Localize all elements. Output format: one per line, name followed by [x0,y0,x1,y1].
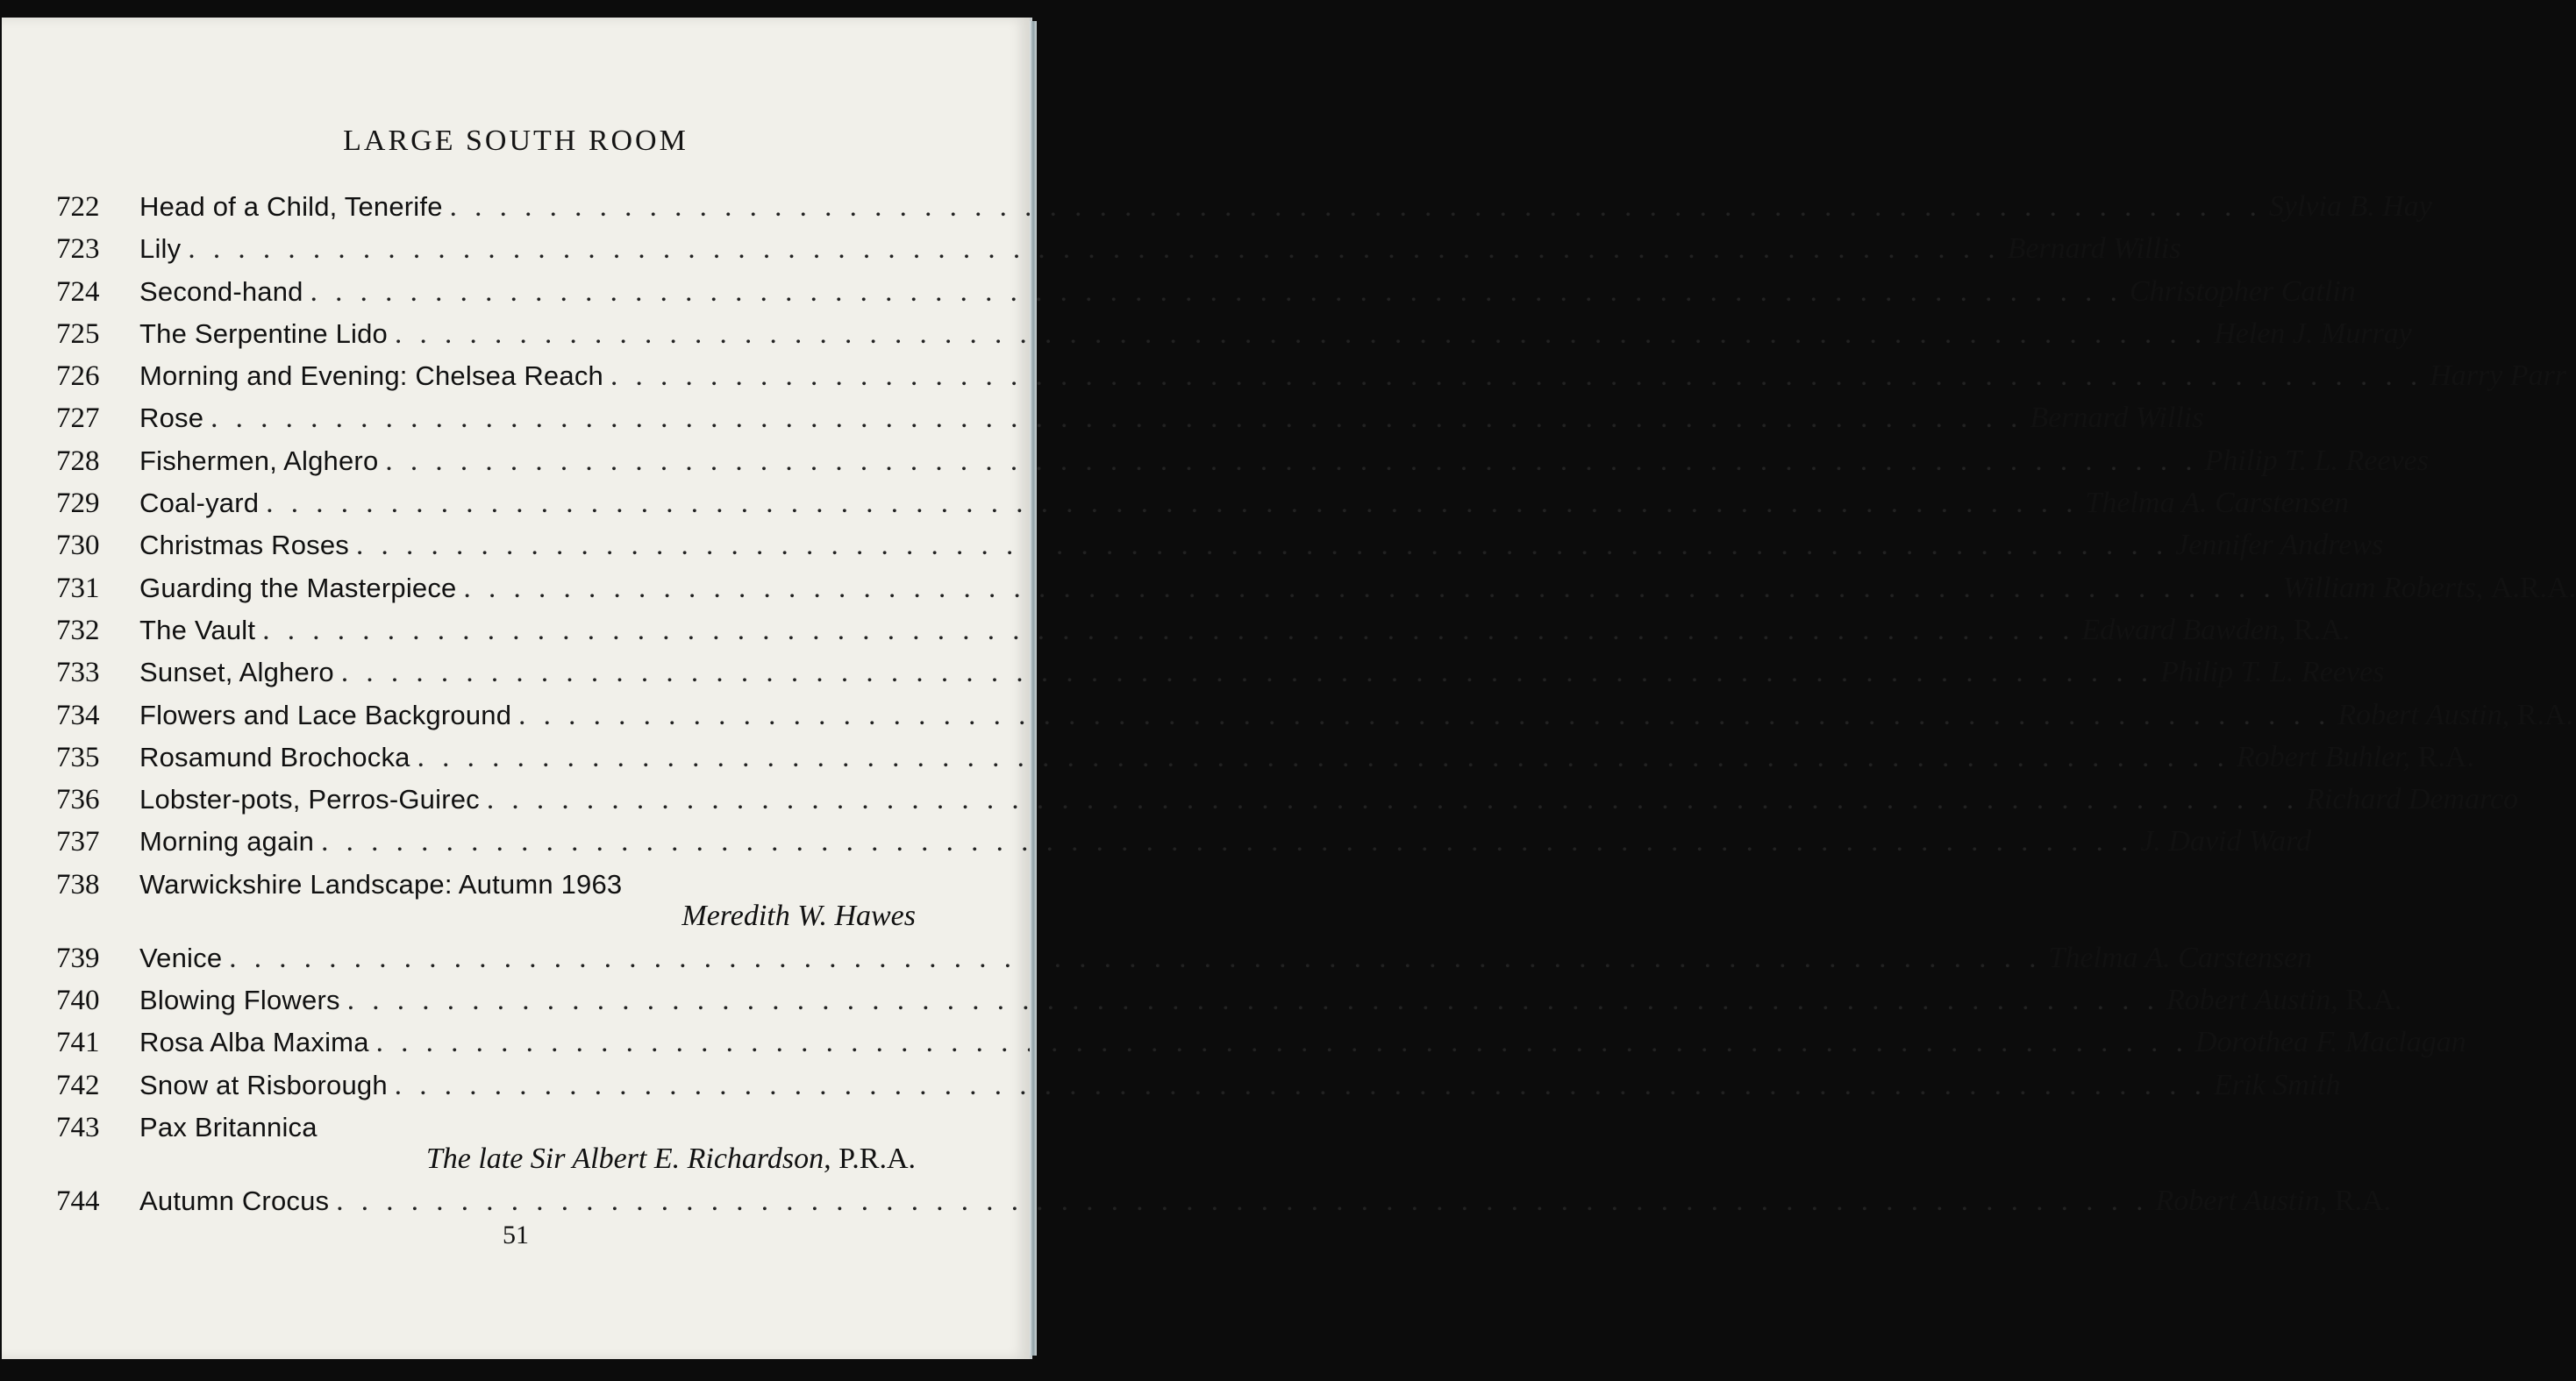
list-item [56,524,2384,566]
entry-number: 740 [56,985,100,1017]
entry-artist: Philip T. L. Reeves [2204,444,2429,477]
entry-artist: Robert Austin, R.A. [2166,984,2402,1017]
dot-leader [259,482,2085,524]
catalogue-page [2,18,2576,1359]
dot-leader [443,186,2269,228]
entry-title: Autumn Crocus [139,1185,330,1216]
entry-number: 725 [56,317,100,350]
dot-leader [222,937,2048,979]
entry-title: Flowers and Lace Background [139,699,512,730]
list-item [56,937,2313,979]
entry-artist: Dorothea F. Maclagan [2194,1026,2466,1059]
entry-artist: J. David Ward [2140,825,2312,858]
entry-credential: A.R.A. [2490,571,2576,604]
dot-leader [203,397,2030,439]
entry-title: The Vault [139,614,256,645]
dot-leader [378,440,2204,482]
entry-title: Christmas Roses [139,530,349,561]
entry-title: The Serpentine Lido [139,317,388,349]
entry-artist: Robert Austin, R.A. [2337,698,2573,731]
entry-artist: Robert Buhler, R.A. [2236,740,2474,773]
entry-artist: Helen J. Murray [2214,317,2412,350]
entry-list [56,186,2576,1222]
entry-title: Warwickshire Landscape: Autumn 1963 [139,868,623,900]
entry-artist: The late Sir Albert E. Richardson, P.R.A. [425,1142,916,1175]
dot-leader [480,779,2306,821]
entry-credential: R.A. [2334,1184,2392,1217]
entry-number: 733 [56,657,100,689]
entry-artist: Thelma A. Carstensen [2048,941,2313,974]
page-edge [1030,21,1037,1356]
list-item [56,186,2432,228]
entry-number: 723 [56,233,100,266]
entry-number: 742 [56,1069,100,1101]
list-item [56,567,2576,609]
entry-title: Morning and Evening: Chelsea Reach [139,360,603,392]
dot-leader [603,355,2430,397]
entry-credential: P.R.A. [838,1142,916,1175]
entry-number: 724 [56,275,100,308]
entry-title: Rosamund Brochocka [139,741,410,772]
entry-title: Rosa Alba Maxima [139,1027,369,1058]
entry-number: 722 [56,191,100,223]
entry-number: 729 [56,488,100,520]
entry-title: Fishermen, Alghero [139,445,379,476]
entry-artist: Robert Austin, R.A. [2155,1184,2392,1217]
entry-artist: Meredith W. Hawes [681,899,916,932]
entry-artist: Christopher Catlin [2129,274,2356,308]
list-item [56,979,2402,1022]
entry-title: Morning again [139,826,315,858]
entry-title: Snow at Risborough [139,1069,388,1100]
entry-number: 738 [56,868,100,900]
list-item [56,864,916,937]
dot-leader [340,979,2166,1022]
entry-number: 731 [56,572,100,604]
entry-number: 730 [56,530,100,562]
room-heading: LARGE SOUTH ROOM [343,125,689,157]
list-item [56,228,2181,270]
page-number: 51 [503,1221,529,1249]
list-item [56,482,2350,524]
entry-title: Lobster-pots, Perros-Guirec [139,784,480,815]
entry-number: 737 [56,826,100,858]
dot-leader [303,271,2130,313]
list-item [56,355,2567,397]
entry-credential: R.A. [2516,698,2573,731]
list-item [56,271,2356,313]
entry-title: Pax Britannica [139,1111,318,1143]
list-item [56,1107,916,1180]
entry-artist: Edward Bawden, R.A. [2081,613,2351,646]
entry-artist: Richard Demarco [2306,783,2519,816]
dot-leader [349,524,2175,566]
dot-leader [388,1064,2214,1107]
list-item [56,397,2204,439]
list-item [56,651,2385,694]
dot-leader [334,651,2160,694]
entry-number: 728 [56,445,100,477]
entry-artist: Philip T. L. Reeves [2160,656,2385,689]
entry-title: Head of a Child, Tenerife [139,191,443,222]
entry-number: 736 [56,784,100,816]
entry-number: 744 [56,1185,100,1217]
dot-leader [181,228,2007,270]
entry-number: 743 [56,1111,100,1143]
dot-leader [369,1022,2195,1064]
list-item [56,609,2351,651]
entry-artist: Thelma A. Carstensen [2085,487,2350,520]
list-item [56,1180,2392,1222]
entry-title: Sunset, Alghero [139,657,334,688]
entry-number: 726 [56,360,100,393]
entry-number: 739 [56,942,100,974]
dot-leader [329,1180,2155,1222]
entry-artist: William Roberts, A.R.A. [2282,571,2576,604]
entry-number: 741 [56,1027,100,1059]
list-item [56,694,2573,737]
dot-leader [314,821,2140,863]
entry-artist: Sylvia B. Hay [2268,190,2432,223]
dot-leader [255,609,2081,651]
dot-leader [388,313,2214,355]
entry-title: Lily [139,233,182,265]
entry-number: 734 [56,699,100,731]
dot-leader [457,567,2283,609]
entry-credential: R.A. [2345,984,2402,1017]
entry-artist: Bernard Willis [2030,402,2204,435]
entry-number: 727 [56,402,100,435]
list-item [56,1022,2466,1064]
list-item [56,779,2519,821]
list-item [56,1064,2341,1107]
list-item [56,313,2412,355]
entry-title: Rose [139,402,204,434]
entry-title: Guarding the Masterpiece [139,572,457,603]
entry-credential: R.A. [2293,613,2351,646]
dot-leader [410,737,2237,779]
entry-title: Blowing Flowers [139,985,340,1016]
entry-artist: Jennifer Andrews [2175,529,2384,562]
entry-artist: Harry Parr [2430,359,2567,393]
entry-number: 732 [56,614,100,646]
list-item [56,440,2429,482]
entry-title: Second-hand [139,275,303,307]
list-item [56,737,2474,779]
entry-title: Venice [139,942,223,973]
entry-title: Coal-yard [139,488,260,519]
dot-leader [511,694,2337,737]
list-item [56,821,2312,863]
entry-artist: Bernard Willis [2007,232,2181,266]
entry-artist: Erik Smith [2214,1068,2341,1101]
entry-credential: R.A. [2417,740,2474,773]
entry-number: 735 [56,741,100,773]
